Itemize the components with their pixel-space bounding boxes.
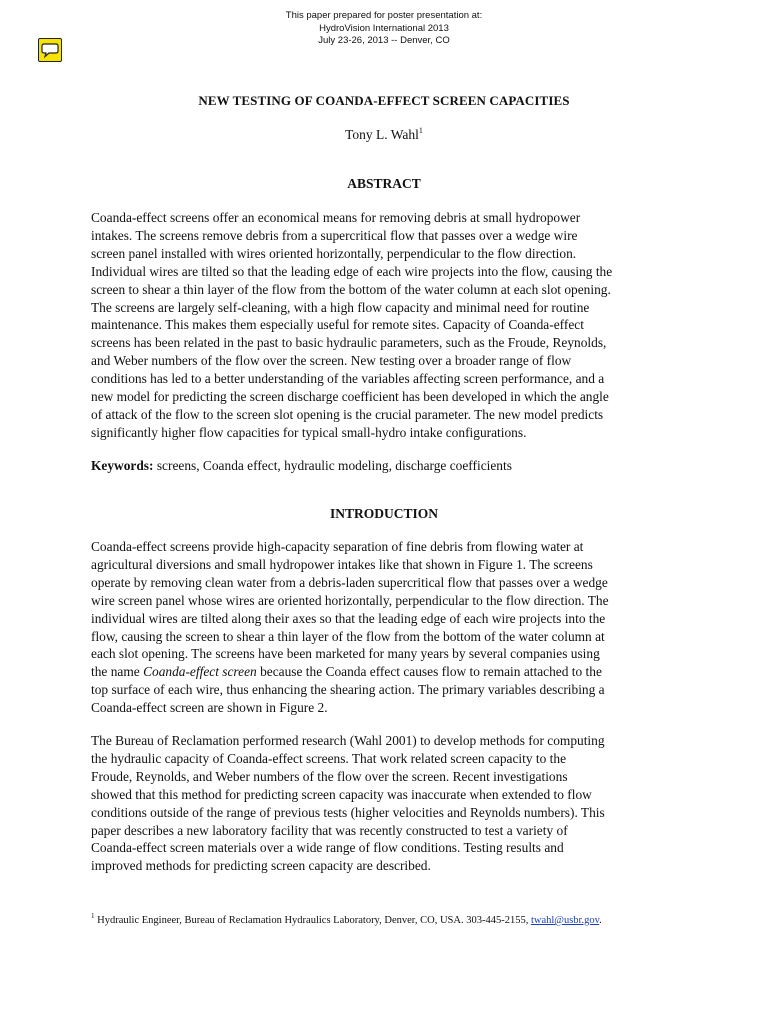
keywords-label: Keywords: [91,458,154,473]
presentation-note-line: July 23-26, 2013 -- Denver, CO [318,35,450,46]
italic-term: Coanda-effect screen [143,664,257,680]
keywords-text: screens, Coanda effect, hydraulic modeling, discharge coefficients [153,458,512,473]
abstract-line: screens has been related in the past to basic hydraulic parameters, such as the Froude, Reynolds, [91,335,607,351]
intro-line: paper describes a new laboratory facility that was recently constructed to test a variety of [91,822,568,838]
introduction-heading: INTRODUCTION [329,506,438,521]
abstract-line: conditions has led to a better understanding of the variables affecting screen performance, and a [91,371,605,387]
intro-line: The Bureau of Reclamation performed research (Wahl 2001) to develop methods for computing [91,733,605,748]
intro-line: each slot opening. The screens have been marketed for many years by several companies using [91,646,600,662]
intro-line: the hydraulic capacity of Coanda-effect screens. That work related screen capacity to the [91,750,567,766]
presentation-note-line: This paper prepared for poster presentation at: [285,10,483,21]
email-link[interactable]: twahl@usbr.gov [530,915,600,926]
intro-line: Coanda-effect screens provide high-capacity separation of fine debris from flowing water at [91,539,584,554]
abstract-paragraph [91,209,687,442]
author-footnote-mark: 1 [418,126,423,135]
author-footnote [91,912,602,926]
keywords-line [91,457,687,475]
abstract-line: The screens are largely self-cleaning, with a high flow capacity and minimal need for routine [91,299,590,315]
intro-line: showed that this method for predicting screen capacity was inaccurate when extended to flow [91,786,592,802]
intro-text: the name [91,664,144,680]
intro-line: wire screen panel whose wires are oriented horizontally, perpendicular to the flow direction. The [91,592,609,608]
intro-line: operate by removing clean water from a debris-laden supercritical flow that passes over a wedge [91,574,608,590]
abstract-line: maintenance. This makes them especially useful for remote sites. Capacity of Coanda-effect [91,317,584,333]
abstract-line: screen panel installed with wires oriented horizontally, perpendicular to the flow direction. [91,245,577,261]
intro-text: because the Coanda effect causes flow to remain attached to the [256,664,602,680]
intro-line: individual wires are tilted along their axes so that the leading edge of each wire projects into the [91,610,606,626]
paper-title: NEW TESTING OF COANDA-EFFECT SCREEN CAPACITIES [198,93,570,108]
intro-line: conditions outside of the range of previous tests (higher velocities and Reynolds numbers). This [91,804,605,820]
abstract-line: Individual wires are tilted so that the leading edge of each wire projects into the flow, causing the [91,263,613,279]
presentation-note-line: HydroVision International 2013 [319,22,449,34]
author-line [0,127,768,143]
intro-line: Coanda-effect screen are shown in Figure 2. [91,700,328,716]
abstract-line: Coanda-effect screens offer an economical means for removing debris at small hydropower [91,210,581,225]
abstract-line: of attack of the flow to the screen slot opening is the crucial parameter. The new model predicts [91,406,604,422]
intro-line: Coanda-effect screen materials over a wide range of flow conditions. Testing results and [91,840,564,856]
presentation-note [0,10,768,48]
abstract-line: intakes. The screens remove debris from a supercritical flow that passes over a wedge wire [91,227,578,243]
intro-line: flow, causing the screen to shear a thin layer of the flow from the bottom of the water column at [91,628,605,644]
author-name: Tony L. Wahl [345,127,419,142]
footnote-end: . [599,915,602,926]
intro-line: agricultural diversions and small hydropower intakes like that shown in Figure 1. The screens [91,556,593,572]
footnote-text: Hydraulic Engineer, Bureau of Reclamation Hydraulics Laboratory, Denver, CO, USA. 303-445-2155, [94,915,531,926]
abstract-line: screen to shear a thin layer of the flow from the bottom of the water column at each slot opening. [91,281,611,297]
abstract-heading: ABSTRACT [347,176,421,191]
intro-line: improved methods for predicting screen capacity are described. [91,858,431,874]
abstract-line: and Weber numbers of the flow over the screen. New testing over a broader range of flow [91,353,572,369]
intro-line: top surface of each wire, thus enhancing the shearing action. The primary variables describing a [91,682,605,698]
intro-line: Froude, Reynolds, and Weber numbers of the flow over the screen. Recent investigations [91,768,568,784]
intro-line-with-italic [91,663,687,681]
abstract-line: significantly higher flow capacities for typical small-hydro intake configurations. [91,424,527,440]
introduction-paragraph-2 [91,732,687,875]
abstract-line: new model for predicting the screen discharge coefficient has been developed in which the angle [91,389,609,405]
introduction-paragraph-1 [91,538,687,717]
footnote-mark: 1 [91,912,95,920]
